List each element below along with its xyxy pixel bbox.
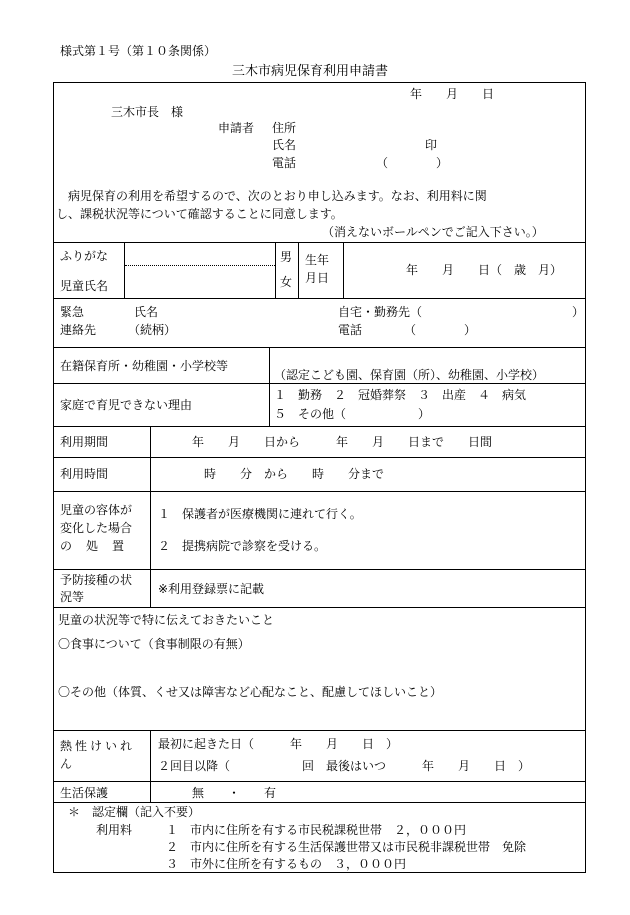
pen-note: （消えないボールペンでご記入下さい。） — [322, 225, 544, 239]
applicant-name-label: 氏名 — [272, 138, 297, 152]
column-divider — [150, 730, 151, 802]
addressee: 三木市長 様 — [111, 105, 184, 119]
welfare-value[interactable]: 無 ・ 有 — [192, 786, 277, 800]
cramps-label-1: 熱性けいれ — [60, 739, 136, 753]
time-label: 利用時間 — [60, 467, 109, 481]
change-label-3: の 処 置 — [60, 539, 126, 553]
applicant-phone-field[interactable]: （ ） — [376, 156, 449, 170]
home-work-close: ） — [572, 305, 585, 319]
row-divider — [54, 347, 585, 348]
row-divider — [54, 491, 585, 492]
vaccination-label-1: 予防接種の状 — [60, 573, 133, 587]
reason-options-1[interactable]: １ 勤務 ２ 冠婚葬祭 ３ 出産 ４ 病気 — [274, 388, 527, 402]
certification-heading: ＊ 認定欄（記入不要） — [68, 805, 201, 819]
fee-label: 利用料 — [96, 823, 133, 837]
welfare-label: 生活保護 — [60, 786, 109, 800]
time-field[interactable]: 時 分 から 時 分まで — [204, 467, 385, 481]
emergency-label-1: 緊急 — [60, 305, 85, 319]
change-option-2[interactable]: ２ 提携病院で診察を受ける。 — [158, 539, 327, 553]
row-divider — [54, 569, 585, 570]
change-label-1: 児童の容体が — [60, 503, 133, 517]
fee-option-3: ３ 市外に住所を有するもの ３，０００円 — [166, 857, 407, 871]
cramps-second[interactable]: ２回目以降（ 回 最後はいつ 年 月 日 ） — [158, 759, 531, 773]
form-number: 様式第１号（第１０条関係） — [60, 44, 217, 58]
furigana-label: ふりがな — [60, 249, 109, 263]
sex-female[interactable]: 女 — [280, 275, 293, 289]
fee-option-1: １ 市内に住所を有する市民税課税世帯 ２，０００円 — [166, 823, 467, 837]
birth-date-field[interactable]: 年 月 日（ 歳 月） — [406, 263, 563, 277]
emergency-phone[interactable]: 電話 （ ） — [338, 323, 477, 337]
application-date[interactable]: 年 月 日 — [410, 87, 495, 101]
cramps-first[interactable]: 最初に起きた日（ 年 月 日 ） — [158, 737, 399, 751]
row-divider — [54, 607, 585, 608]
column-divider — [343, 242, 344, 298]
change-label-2: 変化した場合 — [60, 521, 133, 535]
vaccination-value: ※利用登録票に記載 — [158, 582, 265, 596]
birth-label-2: 月日 — [305, 271, 330, 285]
emergency-label-2: 連絡先 — [60, 323, 97, 337]
applicant-phone-label: 電話 — [272, 156, 297, 170]
column-divider — [269, 347, 270, 426]
child-name-label: 児童氏名 — [60, 279, 109, 293]
school-options: （認定こども園、保育園（所）、幼稚園、小学校） — [274, 368, 545, 382]
emergency-name-label: 氏名 — [134, 305, 159, 319]
vaccination-label-2: 況等 — [60, 590, 85, 604]
furigana-divider — [125, 265, 275, 266]
statement-line-2: し、課税状況等について確認することに同意します。 — [56, 207, 343, 221]
row-divider — [54, 242, 585, 243]
row-divider — [54, 298, 585, 299]
application-form — [53, 82, 586, 873]
row-divider — [54, 781, 585, 782]
column-divider — [150, 426, 151, 607]
column-divider — [124, 242, 125, 298]
fee-option-2: ２ 市内に住所を有する生活保護世帯又は市民税非課税世帯 免除 — [166, 840, 527, 854]
row-divider — [54, 730, 585, 731]
notes-other[interactable]: 〇その他（体質、くせ又は障害など心配なこと、配慮してほしいこと） — [58, 685, 443, 699]
notes-meal[interactable]: 〇食事について（食事制限の有無） — [58, 637, 250, 651]
period-label: 利用期間 — [60, 435, 109, 449]
emergency-relation-label: （続柄） — [128, 323, 177, 337]
row-divider — [54, 802, 585, 803]
change-option-1[interactable]: １ 保護者が医療機関に連れて行く。 — [158, 507, 362, 521]
row-divider — [54, 383, 585, 384]
sex-male[interactable]: 男 — [280, 250, 293, 264]
applicant-address-label: 住所 — [272, 121, 297, 135]
seal-mark: 印 — [425, 138, 438, 152]
column-divider — [275, 242, 276, 298]
form-title: 三木市病児保育利用申請書 — [232, 64, 389, 79]
birth-label-1: 生年 — [305, 253, 330, 267]
home-work-label: 自宅・勤務先（ — [338, 305, 423, 319]
cramps-label-2: ん — [60, 757, 73, 771]
row-divider — [54, 457, 585, 458]
column-divider — [298, 242, 299, 298]
school-label: 在籍保育所・幼稚園・小学校等 — [60, 359, 229, 373]
row-divider — [54, 426, 585, 427]
applicant-label: 申請者 — [218, 121, 255, 135]
reason-options-2[interactable]: ５ その他（ ） — [274, 407, 431, 421]
notes-heading: 児童の状況等で特に伝えておきたいこと — [58, 613, 275, 627]
period-field[interactable]: 年 月 日から 年 月 日まで 日間 — [192, 435, 493, 449]
statement-line-1: 病児保育の利用を希望するので、次のとおり申し込みます。なお、利用料に関 — [56, 189, 487, 203]
reason-label: 家庭で育児できない理由 — [60, 398, 193, 412]
